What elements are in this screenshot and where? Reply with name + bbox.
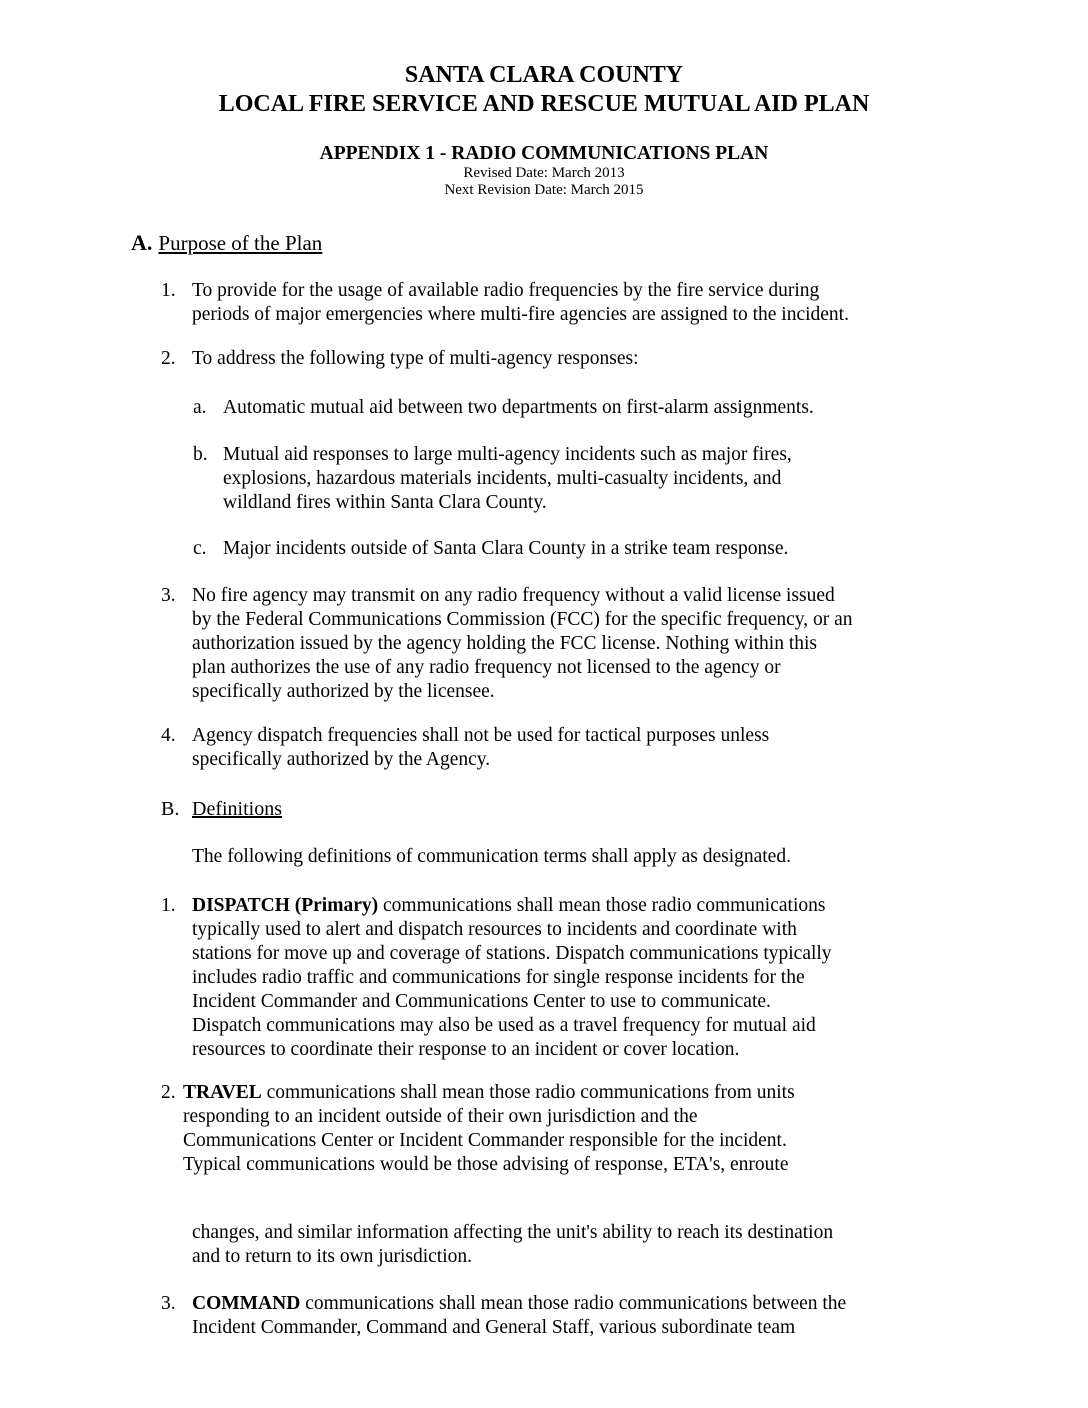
section-a-letter: A.	[131, 230, 153, 255]
revised-date: Revised Date: March 2013	[463, 165, 625, 181]
document-title-line2: LOCAL FIRE SERVICE AND RESCUE MUTUAL AID PLAN	[218, 91, 870, 117]
next-revision-date: Next Revision Date: March 2015	[444, 182, 644, 198]
section-a-title: Purpose of the Plan	[158, 231, 323, 255]
document-page: SANTA CLARA COUNTY LOCAL FIRE SERVICE AND RESCUE MUTUAL AID PLAN APPENDIX 1 - RADIO COMMUNICATIONS PLAN Revised Date: March 2013 Next Revision Date: March 2015 A. Purpose of the Plan 1. To provide for the usage of available radio frequencies by the fire service during periods of major emergencies where multi-fire agencies are assigned to the incident. 2. To address the following type of multi-agency responses: a. Automatic mutual aid between two departments on first-alarm assignments. b. Mutual aid responses to large multi-agency incidents such as major fires, explosions, hazardous materials incidents, multi-casualty incidents, and wildland fires within Santa Clara County. c. Major incidents outside of Santa Clara County in a strike team response. 3. No fire agency may transmit on any radio frequency without a valid license issued by the Federal Communications Commission (FCC) for the specific frequency, or an authorization issued by the agency holding the FCC license. Nothing within this plan authorizes the use of any radio frequency not licensed to the agency or specifically authorized by the licensee. 4. Agency dispatch frequencies shall not be used for tactical purposes unless specifically authorized by the Agency. B. Definitions The following definitions of communication terms shall apply as designated. 1. DISPATCH (Primary) communications shall mean those radio communications typically used to alert and dispatch resources to incidents and coordinate with stations for move up and coverage of stations. Dispatch communications typically includes radio traffic and communications for single response incidents for the Incident Commander and Communications Center to use to communicate. Dispatch communications may also be used as a travel frequency for mutual aid resources to coordinate their response to an incident or cover location. 2. TRAVEL communications shall mean those radio communications from units responding to an incident outside of their own jurisdiction and the Communications Center or Incident Commander responsible for the incident. Typical communications would be those advising of response, ETA's, enroute changes, and similar information affecting the unit's ability to reach its destination and to return to its own jurisdiction. 3. COMMAND communications shall mean those radio communications between the Incident Commander, Command and General Staff, various subordinate team	[0, 0, 1088, 1408]
definition-item-travel-continued: changes, and similar information affecting the unit's ability to reach its destination and to return to its own jurisdiction.	[192, 1222, 834, 1267]
definition-term: COMMAND	[192, 1293, 301, 1314]
section-b-letter: B.	[161, 798, 180, 820]
section-a-heading	[131, 230, 322, 256]
appendix-title: APPENDIX 1 - RADIO COMMUNICATIONS PLAN	[319, 143, 769, 164]
document-title-line1: SANTA CLARA COUNTY	[404, 62, 684, 88]
definition-term: DISPATCH (Primary)	[192, 895, 379, 916]
section-b-intro: The following definitions of communication terms shall apply as designated.	[192, 846, 791, 867]
section-b-title: Definitions	[192, 798, 282, 820]
definition-term: TRAVEL	[183, 1082, 262, 1103]
